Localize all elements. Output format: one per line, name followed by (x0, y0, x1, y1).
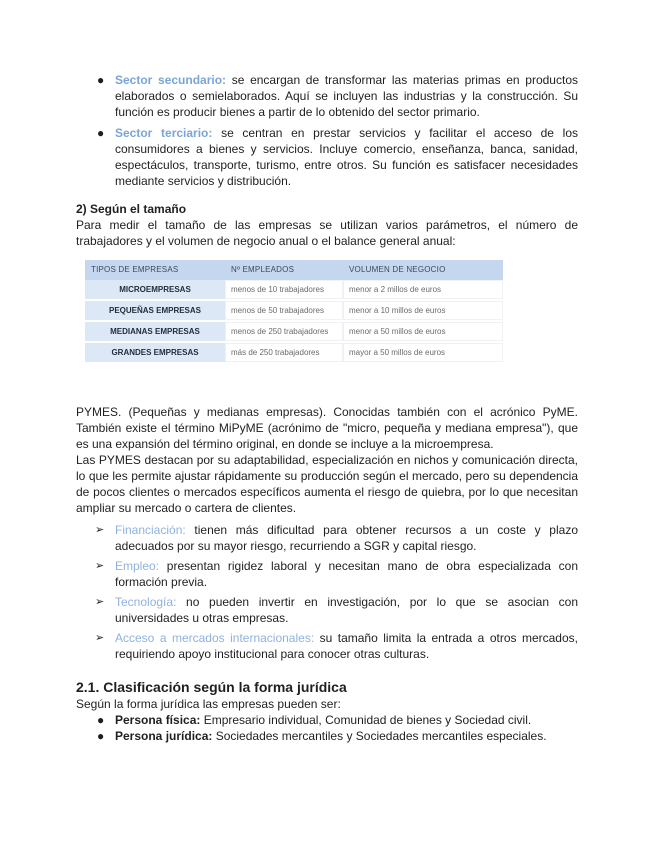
term-label: Persona jurídica: (115, 729, 213, 743)
list-item (76, 728, 578, 744)
term-text: se centran en prestar servicios y facilitar el acceso de los consumidores a bienes y servicios. Incluye comercio, enseñanza, banca, sanidad, espectáculos, transporte, turismo, entre otros. Su función es satisfacer necesidades mediante servicios y distribución. (115, 126, 578, 188)
arrow-bullet-icon: ➢ (95, 560, 105, 572)
section-heading-tamano: 2) Según el tamaño (76, 202, 187, 216)
term-text: Sociedades mercantiles y Sociedades mercantiles especiales. (212, 729, 547, 743)
table-cell-type: MICROEMPRESAS (85, 280, 225, 300)
arrow-bullet-icon: ➢ (95, 524, 105, 536)
list-item-sector-secundario (76, 72, 578, 120)
tamano-intro: Para medir el tamaño de las empresas se utilizan varios parámetros, el número de trabajadores y el volumen de negocio anual o el balance general anual: (76, 218, 578, 248)
list-item-sector-terciario (76, 125, 578, 189)
term-text: Empresario individual, Comunidad de bienes y Sociedad civil. (200, 713, 532, 727)
table-row (85, 300, 503, 321)
table-row (85, 342, 503, 363)
list-item (76, 594, 578, 626)
term-text: tienen más dificultad para obtener recursos a un coste y plazo adecuados por su mayor riesgo, recurriendo a SGR y capital riesgo. (115, 523, 578, 553)
list-item (76, 630, 578, 662)
table-row (85, 280, 503, 300)
term-label: Sector terciario: (115, 126, 213, 140)
empresas-table-wrap (85, 260, 503, 363)
term-text: se encargan de transformar las materias primas en productos elaborados o semielaborados. Aquí se incluyen las industrias y la construcción. Su función es producir bienes a partir de lo obtenido del sector primario. (115, 73, 578, 119)
table-cell: menos de 10 trabajadores (225, 280, 343, 300)
table-cell-type: MEDIANAS EMPRESAS (85, 321, 225, 342)
term-label: Persona física: (115, 713, 201, 727)
section-heading-forma-juridica: 2.1. Clasificación según la forma jurídica (76, 679, 347, 695)
table-cell: menos de 50 trabajadores (225, 300, 343, 321)
table-header-row (85, 260, 503, 280)
pymes-list (76, 522, 578, 662)
sectores-list (76, 72, 578, 189)
forma-list (76, 712, 578, 744)
term-label: Financiación: (115, 523, 186, 537)
pymes-paragraph-1: PYMES. (Pequeñas y medianas empresas). Conocidas también con el acrónico PyME. También existe el término MiPyME (acrónimo de "micro, pequeña y mediana empresa"), que es una expansión del término original, en donde se incluye a la microempresa. (76, 405, 578, 451)
term-text: no pueden invertir en investigación, por lo que se asocian con universidades u otras empresas. (115, 595, 578, 625)
table-cell-type: PEQUEÑAS EMPRESAS (85, 300, 225, 321)
table-cell: menor a 10 millos de euros (343, 300, 503, 321)
column-header: Nº EMPLEADOS (225, 260, 343, 280)
pymes-paragraph-2: Las PYMES destacan por su adaptabilidad, especialización en nichos y comunicación directa, lo que les permite ajustar rápidamente su producción según el mercado, pero su dependencia de pocos clientes o mercados específicos aumenta el riesgo de quiebra, por lo que necesitan ampliar su mercado o cartera de clientes. (76, 453, 578, 515)
bullet-icon: ● (97, 126, 105, 140)
list-item (76, 522, 578, 554)
term-text: su tamaño limita la entrada a otros mercados, requiriendo apoyo institucional para conocer otras culturas. (115, 631, 578, 661)
arrow-bullet-icon: ➢ (95, 632, 105, 644)
table-row (85, 321, 503, 342)
bullet-icon: ● (97, 73, 105, 87)
bullet-icon: ● (97, 713, 105, 727)
table-cell: mayor a 50 millos de euros (343, 342, 503, 363)
term-label: Empleo: (115, 559, 160, 573)
bullet-icon: ● (97, 729, 105, 743)
empresas-table (85, 260, 503, 363)
list-item (76, 558, 578, 590)
column-header: TIPOS DE EMPRESAS (85, 260, 225, 280)
table-cell: menos de 250 trabajadores (225, 321, 343, 342)
table-cell: más de 250 trabajadores (225, 342, 343, 363)
forma-intro: Según la forma jurídica las empresas pueden ser: (76, 697, 341, 711)
term-label: Acceso a mercados internacionales: (115, 631, 315, 645)
list-item (76, 712, 578, 728)
arrow-bullet-icon: ➢ (95, 596, 105, 608)
table-cell: menor a 50 millos de euros (343, 321, 503, 342)
term-label: Sector secundario: (115, 73, 227, 87)
term-text: presentan rigidez laboral y necesitan mano de obra especializada con formación previa. (115, 559, 578, 589)
table-cell: menor a 2 millos de euros (343, 280, 503, 300)
column-header: VOLUMEN DE NEGOCIO (343, 260, 503, 280)
table-cell-type: GRANDES EMPRESAS (85, 342, 225, 363)
document-page (76, 72, 578, 744)
term-label: Tecnología: (115, 595, 177, 609)
